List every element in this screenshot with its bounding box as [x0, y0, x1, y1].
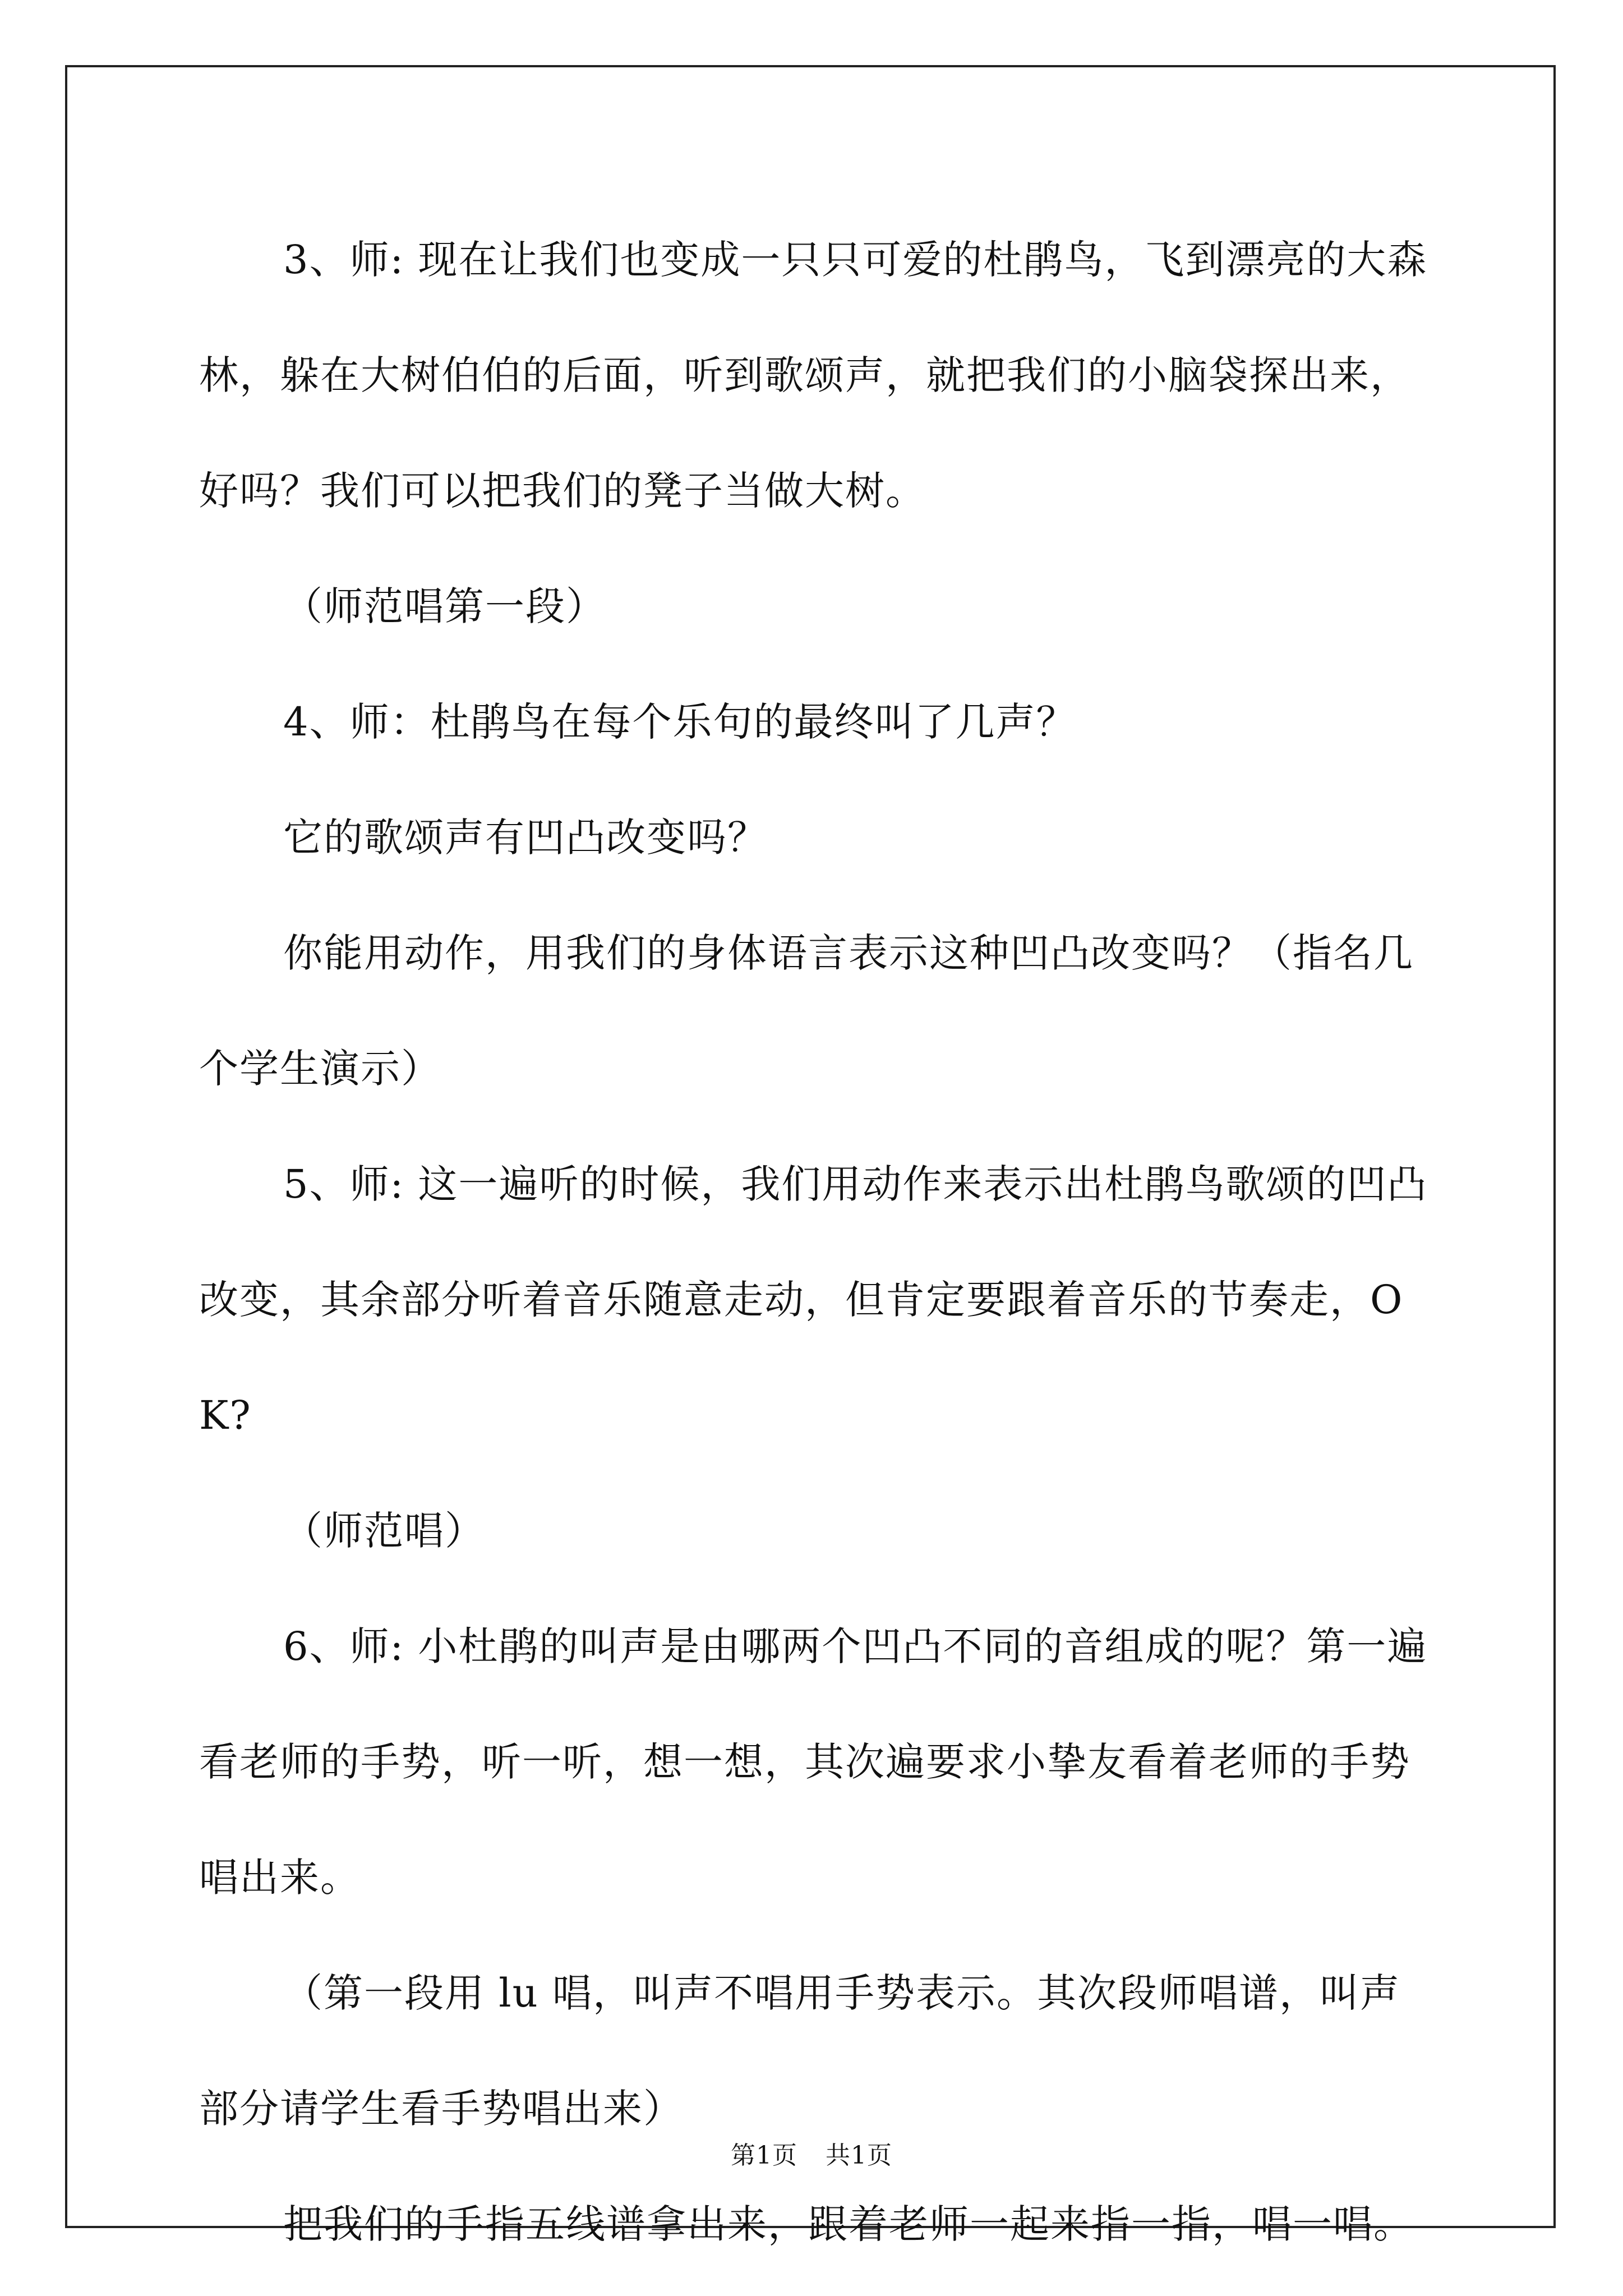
paragraph-step-5: 5、师: 这一遍听的时候，我们用动作来表示出杜鹃鸟歌颂的凹凸改变，其余部分听着音乐随意走动，但肯定要跟着音乐的节奏走，OK? [199, 1161, 1428, 1438]
page-footer [0, 2135, 1623, 2171]
paragraph-step-6: 6、师: 小杜鹃的叫声是由哪两个凹凸不同的音组成的呢？第一遍看老师的手势，听一听，想一想，其次遍要求小挚友看着老师的手势唱出来。 [199, 1623, 1428, 1901]
paragraph-step-4: 4、师：杜鹃鸟在每个乐句的最终叫了几声？ [283, 699, 1077, 745]
paragraph-body-language-question: 你能用动作，用我们的身体语言表示这种凹凸改变吗？（指名几个学生演示） [199, 930, 1414, 1092]
page-total: 共1页 [826, 2141, 892, 2170]
paragraph-step-3: 3、师: 现在让我们也变成一只只可爱的杜鹃鸟，飞到漂亮的大森林，躲在大树伯伯的后面，听到歌颂声，就把我们的小脑袋探出来，好吗？我们可以把我们的凳子当做大树。 [199, 237, 1428, 514]
paragraph-pitch-question: 它的歌颂声有凹凸改变吗？ [283, 815, 768, 861]
page-number: 第1页 [731, 2141, 797, 2170]
paragraph-finger-staff: 把我们的手指五线谱拿出来，跟着老师一起来指一指，唱一唱。 [283, 2201, 1414, 2247]
document-body [199, 202, 1438, 2282]
paragraph-singing-instructions: （第一段用 lu 唱，叫声不唱用手势表示。其次段师唱谱，叫声部分请学生看手势唱出来） [199, 1970, 1400, 2132]
paragraph-teacher-sings: （师范唱） [283, 1508, 485, 1554]
paragraph-teacher-sings-first-section: （师范唱第一段） [283, 583, 606, 629]
